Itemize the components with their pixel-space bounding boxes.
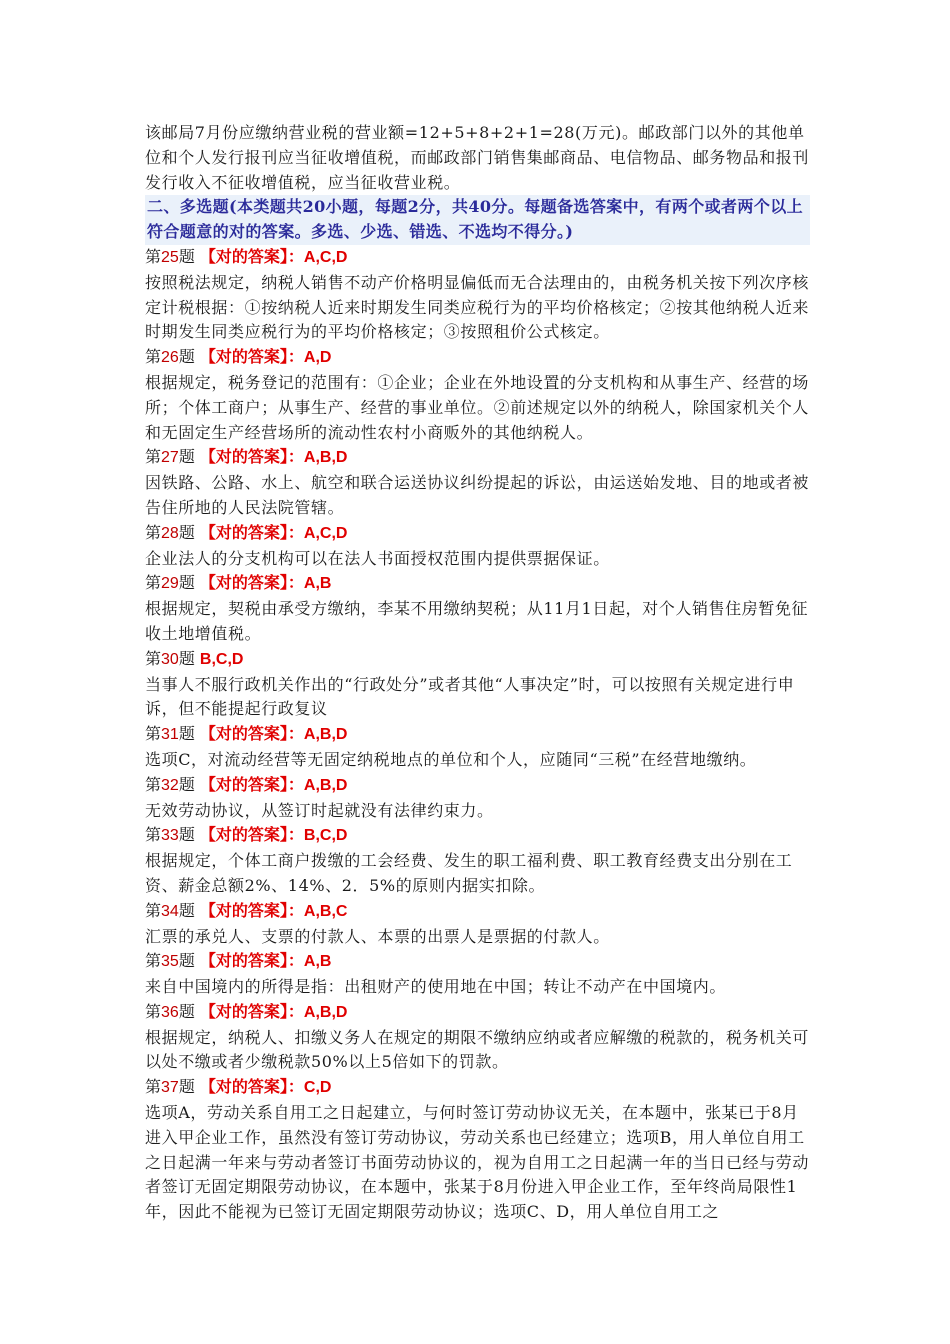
question-prefix: 第	[145, 246, 162, 266]
question-suffix: 题	[178, 825, 200, 845]
answer-explanation: 无效劳动协议，从签订时起就没有法律约束力。	[145, 800, 494, 820]
answer-value: A,C,D	[303, 248, 348, 266]
question-number: 31	[161, 726, 179, 744]
question-header	[145, 445, 810, 471]
answer-value: A,B,C	[303, 902, 348, 920]
question-header	[145, 245, 810, 271]
answer-explanation: 来自中国境内的所得是指：出租财产的使用地在中国；转让不动产在中国境内。	[145, 977, 727, 997]
answer-value: A,C,D	[303, 524, 348, 542]
question-number: 26	[161, 349, 179, 367]
answer-label: 【对的答案】：	[199, 900, 304, 920]
question-number: 37	[161, 1079, 179, 1097]
question-suffix: 题	[178, 1077, 200, 1097]
answer-label: 【对的答案】：	[199, 246, 304, 266]
question-number: 34	[161, 902, 179, 920]
answer-value: A,D	[303, 349, 332, 367]
question-header	[145, 647, 810, 673]
answer-explanation: 汇票的承兑人、支票的付款人、本票的出票人是票据的付款人。	[145, 926, 610, 946]
answer-label: 【对的答案】：	[199, 1077, 304, 1097]
answer-explanation: 根据规定，税务登记的范围有：①企业；企业在外地设置的分支机构和从事生产、经营的场所；个体工商户；从事生产、经营的事业单位。②前述规定以外的纳税人，除国家机关个人和无固定生产经营场所的流动性农村小商贩外的其他纳税人。	[145, 372, 810, 442]
answer-label: 【对的答案】：	[199, 522, 304, 542]
question-prefix: 第	[145, 573, 162, 593]
question-header	[145, 571, 810, 597]
question-prefix: 第	[145, 648, 162, 668]
question-number: 30	[161, 650, 179, 668]
question-prefix: 第	[145, 825, 162, 845]
question-number: 25	[161, 248, 179, 266]
question-header	[145, 949, 810, 975]
answer-label: 【对的答案】：	[199, 825, 304, 845]
document-page	[145, 121, 810, 1225]
answer-value: C,D	[303, 1079, 332, 1097]
question-suffix: 题	[178, 1001, 200, 1021]
question-prefix: 第	[145, 522, 162, 542]
question-suffix: 题	[178, 522, 200, 542]
answer-label: 【对的答案】：	[199, 951, 304, 971]
question-suffix: 题	[178, 246, 200, 266]
section-heading: 二、多选题(本类题共20小题，每题2分，共40分。每题备选答案中，有两个或者两个以上符合题意的对的答案。多选、少选、错选、不选均不得分。)	[145, 195, 810, 245]
question-number: 36	[161, 1003, 179, 1021]
question-suffix: 题	[178, 648, 200, 668]
question-suffix: 题	[178, 900, 200, 920]
question-prefix: 第	[145, 347, 162, 367]
answer-explanation: 选项C，对流动经营等无固定纳税地点的单位和个人，应随同“三税”在经营地缴纳。	[145, 749, 757, 769]
answer-value: A,B,D	[303, 449, 348, 467]
question-suffix: 题	[178, 447, 200, 467]
answer-label: 【对的答案】：	[199, 447, 304, 467]
question-prefix: 第	[145, 1077, 162, 1097]
question-list	[145, 245, 810, 1225]
question-prefix: 第	[145, 447, 162, 467]
question-suffix: 题	[178, 774, 200, 794]
answer-value: A,B	[303, 575, 332, 593]
answer-value: A,B,D	[303, 776, 348, 794]
answer-value: A,B,D	[303, 1003, 348, 1021]
answer-value: B,C,D	[303, 827, 348, 845]
question-suffix: 题	[178, 347, 200, 367]
question-suffix: 题	[178, 573, 200, 593]
answer-explanation: 因铁路、公路、水上、航空和联合运送协议纠纷提起的诉讼，由运送始发地、目的地或者被告住所地的人民法院管辖。	[145, 473, 810, 517]
answer-label: 【对的答案】：	[199, 724, 304, 744]
question-prefix: 第	[145, 774, 162, 794]
answer-explanation: 根据规定，纳税人、扣缴义务人在规定的期限不缴纳应纳或者应解缴的税款的，税务机关可以处不缴或者少缴税款50%以上5倍如下的罚款。	[145, 1027, 810, 1072]
answer-value: A,B,D	[303, 726, 348, 744]
question-suffix: 题	[178, 724, 200, 744]
question-header	[145, 345, 810, 371]
question-header	[145, 521, 810, 547]
answer-explanation: 根据规定，契税由承受方缴纳，李某不用缴纳契税；从11月1日起，对个人销售住房暂免征收土地增值税。	[145, 599, 809, 643]
question-header	[145, 823, 810, 849]
question-number: 27	[161, 449, 179, 467]
question-number: 32	[161, 776, 179, 794]
answer-explanation: 当事人不服行政机关作出的“行政处分”或者其他“人事决定”时，可以按照有关规定进行申诉，但不能提起行政复议	[145, 674, 795, 719]
question-suffix: 题	[178, 951, 200, 971]
intro-paragraph: 该邮局7月份应缴纳营业税的营业额=12+5+8+2+1=28(万元)。邮政部门以外的其他单位和个人发行报刊应当征收增值税，而邮政部门销售集邮商品、电信物品、邮务物品和报刊发行收入不征收增值税，应当征收营业税。	[145, 123, 810, 192]
answer-explanation: 选项A，劳动关系自用工之日起建立，与何时签订劳动协议无关，在本题中，张某已于8月进入甲企业工作，虽然没有签订劳动协议，劳动关系也已经建立；选项B，用人单位自用工之日起满一年来与劳动者签订书面劳动协议的，视为自用工之日起满一年的当日已经与劳动者签订无固定期限劳动协议，在本题中，张某于8月份进入甲企业工作，至年终尚局限性1年，因此不能视为已签订无固定期限劳动协议；选项C、D，用人单位自用工之	[145, 1103, 810, 1222]
answer-label: 【对的答案】：	[199, 573, 304, 593]
question-prefix: 第	[145, 951, 162, 971]
question-header	[145, 773, 810, 799]
answer-label: 【对的答案】：	[199, 774, 304, 794]
answer-value: B,C,D	[199, 650, 244, 668]
answer-explanation: 根据规定，个体工商户拨缴的工会经费、发生的职工福利费、职工教育经费支出分别在工资、薪金总额2%、14%、2．5%的原则内据实扣除。	[145, 851, 793, 895]
answer-label: 【对的答案】：	[199, 347, 304, 367]
question-header	[145, 899, 810, 925]
question-header	[145, 1000, 810, 1026]
question-number: 33	[161, 827, 179, 845]
question-number: 28	[161, 524, 179, 542]
question-prefix: 第	[145, 1001, 162, 1021]
question-header	[145, 1075, 810, 1101]
question-prefix: 第	[145, 724, 162, 744]
question-number: 35	[161, 953, 179, 971]
answer-label: 【对的答案】：	[199, 1001, 304, 1021]
question-prefix: 第	[145, 900, 162, 920]
answer-value: A,B	[303, 953, 332, 971]
question-number: 29	[161, 575, 179, 593]
answer-explanation: 按照税法规定，纳税人销售不动产价格明显偏低而无合法理由的，由税务机关按下列次序核定计税根据：①按纳税人近来时期发生同类应税行为的平均价格核定；②按其他纳税人近来时期发生同类应税行为的平均价格核定；③按照租价公式核定。	[145, 272, 810, 342]
answer-explanation: 企业法人的分支机构可以在法人书面授权范围内提供票据保证。	[145, 548, 610, 568]
question-header	[145, 722, 810, 748]
